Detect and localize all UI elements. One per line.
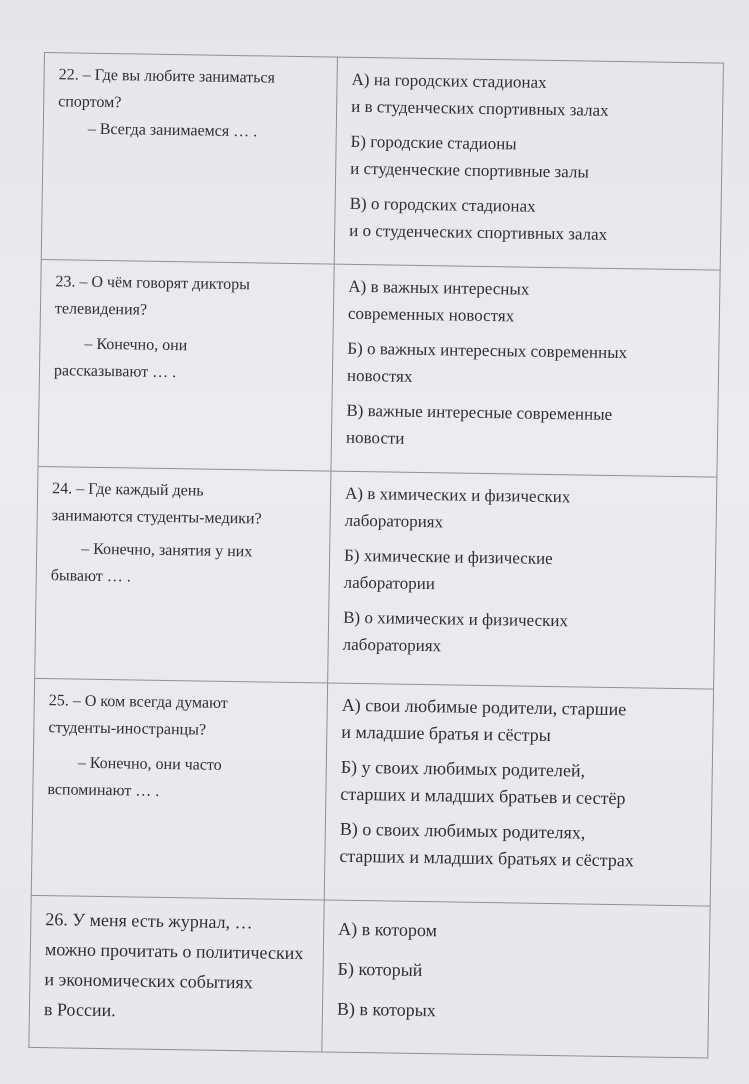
question-row-22 xyxy=(41,53,723,271)
question-text: 26. У меня есть журнал, … можно прочитать о политических и экономических событиях в России. xyxy=(43,909,304,1021)
option-c[interactable]: В) о своих любимых родителях, старших и младших братьях и сёстрах xyxy=(339,819,634,871)
options-cell xyxy=(324,683,713,906)
option-a[interactable]: А) в важных интересных современных новостях xyxy=(347,276,530,326)
option-c[interactable]: В) важные интересные современные новости xyxy=(345,400,613,448)
option-c[interactable]: В) о химических и физических лабораториях xyxy=(342,607,569,656)
reply-text: – Конечно, они рассказывают … . xyxy=(53,335,188,382)
option-c[interactable]: В) в которых xyxy=(336,999,436,1021)
question-row-23 xyxy=(38,260,720,478)
option-b[interactable]: Б) о важных интересных современных новостях xyxy=(346,338,628,386)
question-cell xyxy=(29,896,324,1052)
option-b[interactable]: Б) химические и физические лаборатории xyxy=(343,545,553,594)
reply-text: – Конечно, занятия у них бывают … . xyxy=(50,540,253,586)
reply-text: – Конечно, они часто вспоминают … . xyxy=(47,754,222,801)
option-b[interactable]: Б) который xyxy=(337,959,423,981)
question-text: 23. – О чём говорят дикторы телевидения? xyxy=(54,273,251,319)
question-row-25 xyxy=(31,679,713,907)
option-a[interactable]: А) свои любимые родители, старшие и младшие братья и сёстры xyxy=(341,695,627,746)
options-cell xyxy=(322,900,710,1058)
question-row-26 xyxy=(29,896,710,1058)
question-cell xyxy=(35,467,331,684)
question-text: 22. – Где вы любите заниматься спортом? xyxy=(58,66,276,112)
question-row-24 xyxy=(35,467,717,690)
option-c[interactable]: В) о городских стадионах и о студенческих спортивных залах xyxy=(349,193,608,244)
question-text: 24. – Где каждый день занимаются студенты-медики? xyxy=(51,480,262,528)
test-table xyxy=(28,52,724,1059)
question-text: 25. – О ком всегда думают студенты-иностранцы? xyxy=(48,692,228,739)
option-b[interactable]: Б) городские стадионы и студенческие спортивные залы xyxy=(350,131,589,182)
options-cell xyxy=(328,471,717,689)
option-b[interactable]: Б) у своих любимых родителей, старших и младших братьев и сестёр xyxy=(340,757,626,809)
option-a[interactable]: А) в химических и физических лабораториях xyxy=(344,483,571,532)
reply-text: – Всегда занимаемся … . xyxy=(87,120,258,141)
options-cell xyxy=(334,57,723,270)
question-cell xyxy=(31,679,327,901)
options-cell xyxy=(331,264,720,477)
question-cell xyxy=(38,260,334,472)
option-a[interactable]: А) в котором xyxy=(338,919,438,941)
question-cell xyxy=(41,53,337,265)
option-a[interactable]: А) на городских стадионах и в студенческих спортивных залах xyxy=(351,69,609,120)
